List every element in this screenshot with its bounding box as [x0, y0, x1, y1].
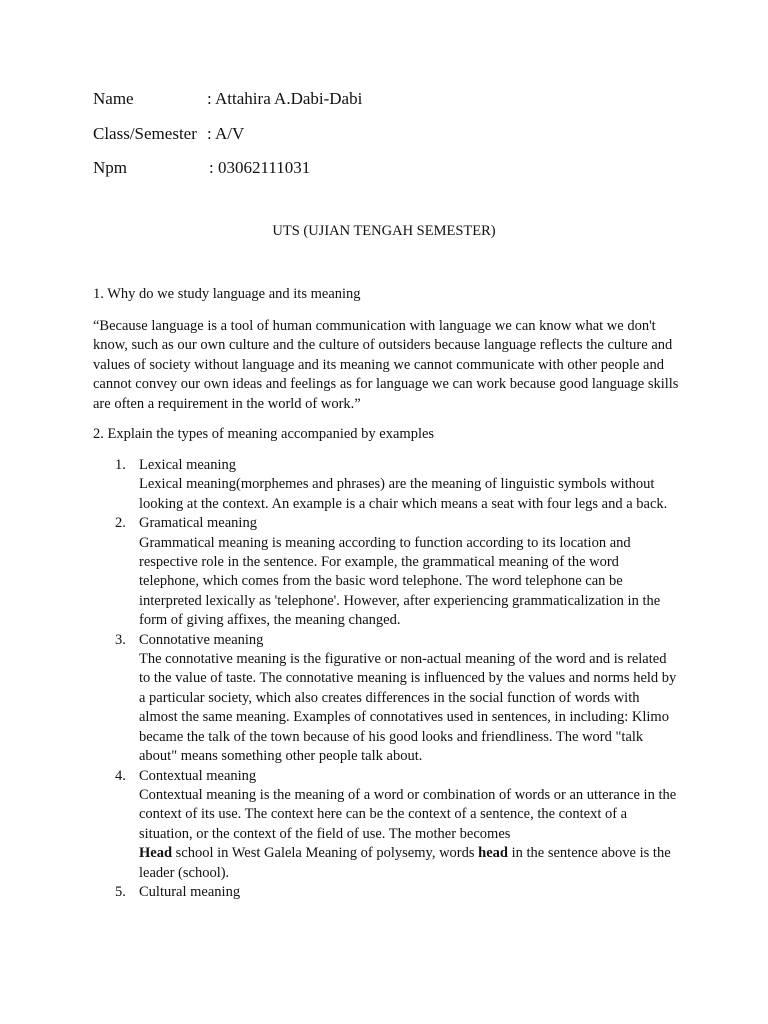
name-label: Name: [93, 89, 134, 108]
list-item-title: Connotative meaning: [139, 631, 264, 648]
list-item: [93, 456, 693, 514]
description-text-3: in the sentence above is the leader (school).: [139, 845, 671, 881]
npm-value: : 03062111031: [209, 158, 311, 177]
list-item: [93, 514, 693, 630]
list-item-number: 5.: [115, 883, 126, 900]
document-title: UTS (UJIAN TENGAH SEMESTER): [272, 223, 496, 239]
list-item-description: [139, 786, 679, 883]
question-2: 2. Explain the types of meaning accompanied by examples: [93, 426, 435, 442]
class-label: Class/Semester: [93, 124, 197, 143]
list-item-title: Contextual meaning: [139, 767, 257, 784]
keyword-head-2: head: [478, 845, 508, 862]
list-item-description: The connotative meaning is the figurative or non-actual meaning of the word and is related to the value of taste. The connotative meaning is influenced by the values and norms held by a particular society, which also creates differences in the social function of words with almost the same meaning. Examples of connotatives used in sentences, in including: Klimo became the talk of the town because of his good looks and friendliness. The word "talk about" means something other people talk about.: [139, 651, 677, 765]
description-text: Contextual meaning is the meaning of a word or combination of words or an utterance in the context of its use. The context here can be the context of a sentence, the context of a situation, or the context of the field of use. The mother becomes: [139, 786, 677, 842]
description-text-2: school in West Galela Meaning of polysemy, words: [172, 845, 479, 862]
list-item-title: Gramatical meaning: [139, 515, 257, 532]
list-item-number: 4.: [115, 767, 126, 784]
list-item-number: 2.: [115, 515, 126, 532]
npm-label: Npm: [93, 158, 127, 177]
question-1: 1. Why do we study language and its meaning: [93, 286, 361, 302]
list-item: [93, 767, 693, 883]
list-item-number: 3.: [115, 631, 126, 648]
meanings-list: [93, 456, 693, 902]
keyword-head: Head: [139, 845, 173, 862]
list-item-number: 1.: [115, 457, 126, 473]
list-item-title: Lexical meaning: [139, 457, 237, 473]
answer-1: “Because language is a tool of human communication with language we can know what we don't know, such as our own culture and the culture of outsiders because language reflects the culture and values of society without language and its meaning we cannot communicate with other people and cannot convey our own ideas and feelings as for language we can work because good language skills are often a requirement in the world of work.”: [93, 318, 679, 412]
name-value: : Attahira A.Dabi-Dabi: [207, 89, 363, 108]
list-item-description: Lexical meaning(morphemes and phrases) are the meaning of linguistic symbols without looking at the context. An example is a chair which means a seat with four legs and a back.: [139, 476, 668, 512]
list-item: [93, 631, 693, 767]
list-item-title: Cultural meaning: [139, 883, 241, 900]
list-item-description: Grammatical meaning is meaning according to function according to its location and respective role in the sentence. For example, the grammatical meaning of the word telephone, which comes from the basic word telephone. The word telephone can be interpreted lexically as 'telephone'. However, after experiencing grammaticalization in the form of giving affixes, the meaning changed.: [139, 534, 661, 629]
class-value: : A/V: [207, 124, 245, 143]
list-item: [93, 883, 693, 902]
